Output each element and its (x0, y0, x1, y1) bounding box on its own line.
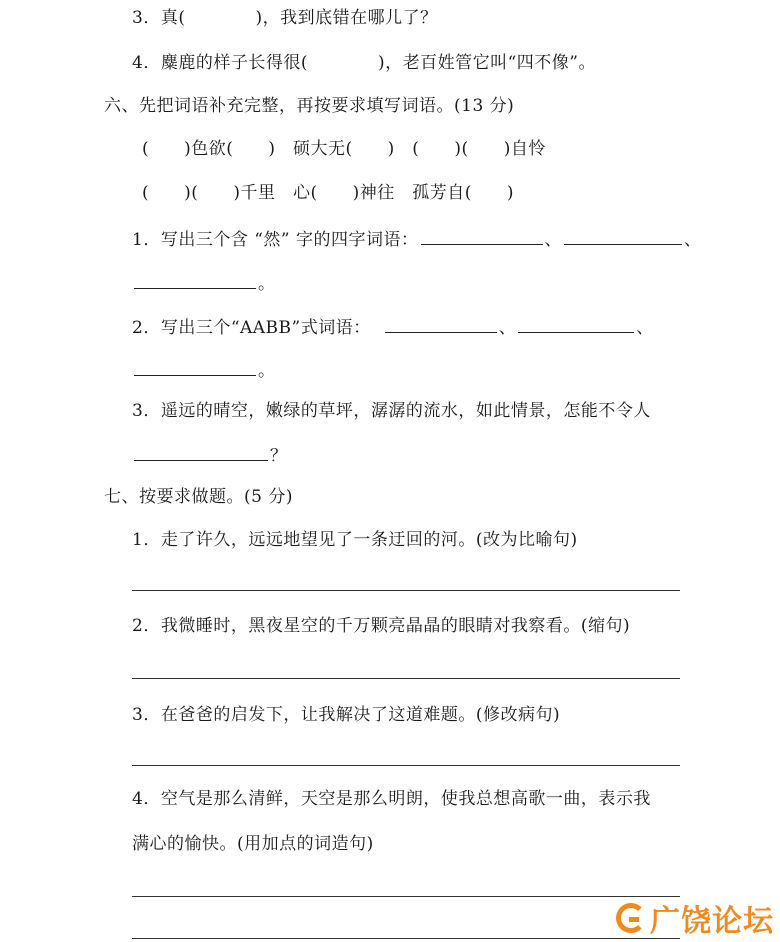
section-6-question-3-continuation (132, 442, 288, 468)
logo-g-icon (616, 903, 646, 933)
section-6-question-2 (132, 314, 654, 340)
separator: 、 (544, 230, 563, 250)
section-6-question-1 (132, 226, 702, 252)
separator: 、 (684, 230, 702, 250)
idiom-row-2: ( )( )千里 心( )神往 孤芳自( ) (142, 183, 515, 203)
period: 。 (258, 361, 276, 381)
answer-blank[interactable] (518, 314, 634, 333)
separator: 、 (498, 318, 517, 338)
answer-blank[interactable] (134, 442, 268, 461)
section-7-question-2: 2．我微睡时，黑夜星空的千万颗亮晶晶的眼睛对我察看。(缩句) (132, 616, 631, 636)
question-3-fill-blank: 3．真( )，我到底错在哪儿了？ (132, 8, 438, 28)
answer-blank[interactable] (134, 270, 256, 289)
question-text: 2．写出三个“AABB”式词语： (132, 318, 371, 338)
section-7-heading: 七、按要求做题。(5 分) (104, 487, 293, 507)
answer-line[interactable] (132, 896, 680, 897)
section-7-question-4-continuation: 满心的愉快。(用加点的词造句) (132, 834, 374, 854)
section-7-question-1: 1．走了许久，远远地望见了一条迂回的河。(改为比喻句) (132, 530, 578, 550)
section-7-question-3: 3．在爸爸的启发下，让我解决了这道难题。(修改病句) (132, 705, 561, 725)
watermark-logo (616, 896, 776, 940)
watermark-text: 广饶论坛 (650, 904, 774, 939)
answer-blank[interactable] (134, 357, 256, 376)
section-7-question-4: 4．空气是那么清鲜，天空是那么明朗，使我总想高歌一曲，表示我 (132, 789, 651, 809)
answer-line[interactable] (132, 938, 680, 939)
idiom-row-1: ( )色欲( ) 硕大无( ) ( )( )自怜 (142, 139, 546, 159)
answer-blank[interactable] (564, 226, 682, 245)
answer-blank[interactable] (385, 314, 497, 333)
section-6-question-1-continuation (132, 270, 276, 296)
answer-blank[interactable] (421, 226, 543, 245)
section-6-heading: 六、先把词语补充完整，再按要求填写词语。(13 分) (104, 96, 515, 116)
question-4-fill-blank: 4．麋鹿的样子长得很( )，老百姓管它叫“四不像”。 (132, 53, 596, 73)
section-6-question-3: 3．遥远的晴空，嫩绿的草坪，潺潺的流水，如此情景，怎能不令人 (132, 401, 651, 421)
answer-line[interactable] (132, 590, 680, 591)
question-mark: ？ (270, 446, 288, 466)
question-text: 1．写出三个含 “然” 字的四字词语： (132, 230, 419, 250)
period: 。 (258, 274, 276, 294)
separator: 、 (636, 318, 654, 338)
section-6-question-2-continuation (132, 357, 276, 383)
answer-line[interactable] (132, 765, 680, 766)
answer-line[interactable] (132, 678, 680, 679)
